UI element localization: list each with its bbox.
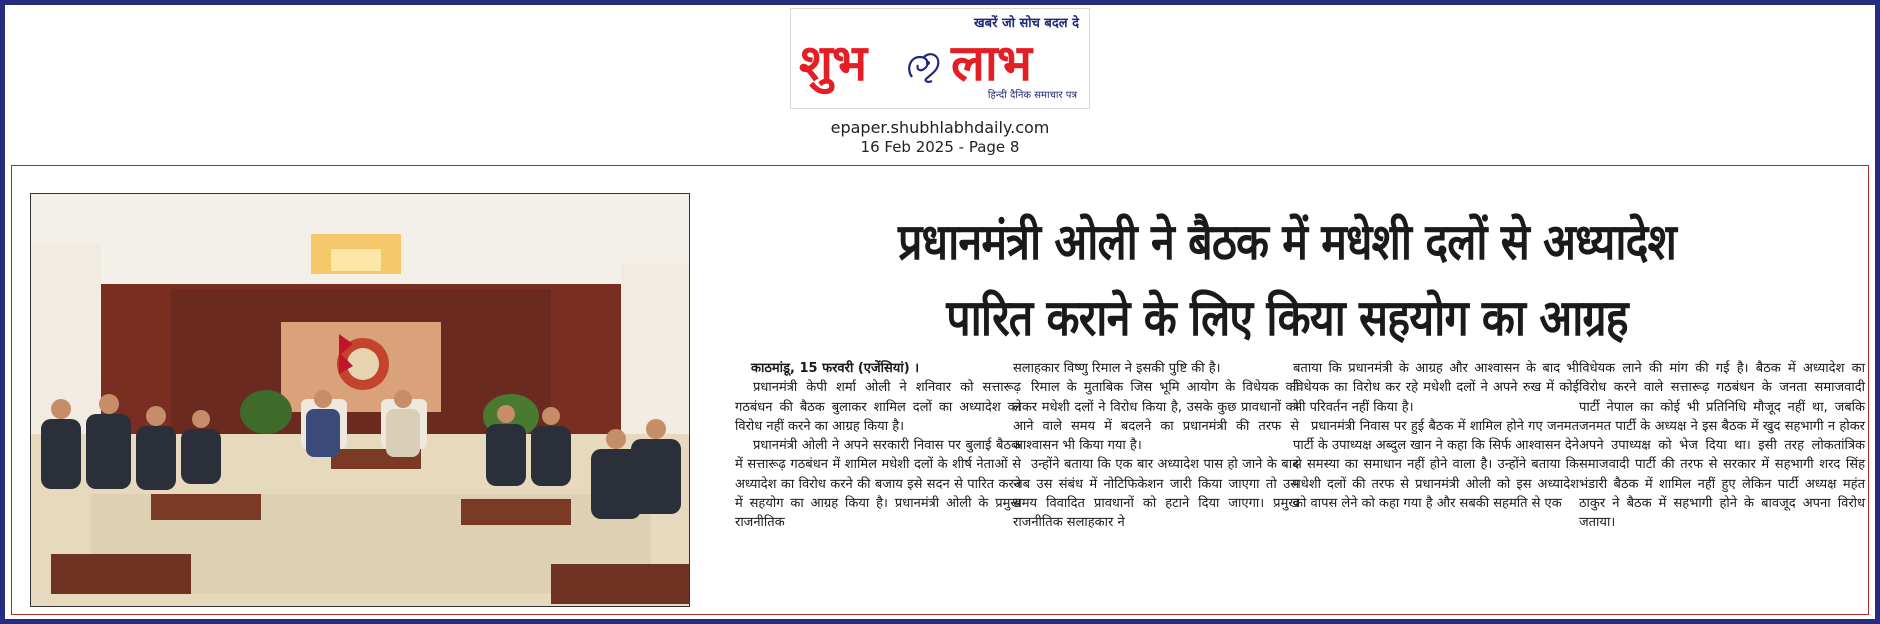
article-column-3 xyxy=(1293,359,1579,513)
logo-name-right: लाभ xyxy=(951,33,1031,92)
article-headline xyxy=(793,204,1782,356)
edition-date-page: 16 Feb 2025 - Page 8 xyxy=(860,138,1020,156)
newspaper-logo xyxy=(790,8,1090,109)
article-column-1 xyxy=(735,359,1021,533)
headline-line-1: प्रधानमंत्री ओली ने बैठक में मधेशी दलों से अध्यादेश xyxy=(898,213,1676,271)
paragraph: विधेयक लाने की मांग की गई है। बैठक में अध्यादेश का विरोध करने वाले सत्तारूढ़ गठबंधन के जनता समाजवादी पार्टी नेपाल का कोई भी प्रतिनिधि मौजूद नहीं था, जबकि जनमत पार्टी के अध्यक्ष ने इस बैठक में खुद सहभागी न होकर अपने उपाध्यक्ष को भेज दिया था। इसी तरह लोकतांत्रिक समाजवादी पार्टी की तरफ से सरकार में सहभागी शरद सिंह भंडारी बैठक में शामिल नहीं हुए लेकिन पार्टी अध्यक्ष महंत ठाकुर ने बैठक में सहभागी होने के बावजूद अपना विरोध जताया। xyxy=(1579,361,1865,531)
paragraph: रिमाल के मुताबिक जिस भूमि आयोग के विधेयक को लेकर मधेशी दलों ने विरोध किया है, उसके कुछ प्रावधानों को आने वाले समय में बदलने का प्रधानमंत्री की तरफ से आश्वासन भी किया गया है। xyxy=(1013,380,1299,454)
paragraph: प्रधानमंत्री केपी शर्मा ओली ने शनिवार को सत्तारूढ़ गठबंधन की बैठक बुलाकर शामिल दलों का अध्यादेश का विरोध नहीं करने का आग्रह किया है। xyxy=(735,380,1021,434)
article-column-2 xyxy=(1013,359,1299,533)
ganesh-icon xyxy=(904,49,944,89)
logo-subtitle: हिन्दी दैनिक समाचार पत्र xyxy=(987,90,1077,101)
paragraph: प्रधानमंत्री निवास पर हुई बैठक में शामिल होने गए जनमत पार्टी के उपाध्यक्ष अब्दुल खान ने कहा कि सिर्फ आश्वासन देने से समस्या का समाधान नहीं होने वाला है। उन्होंने बताया कि मधेशी दलों की तरफ से प्रधानमंत्री ओली को इस अध्यादेश को वापस लेने को कहा गया है और सबकी सहमति से एक xyxy=(1293,418,1579,512)
headline-line-2: पारित कराने के लिए किया सहयोग का आग्रह xyxy=(946,289,1628,347)
paragraph: प्रधानमंत्री ओली ने अपने सरकारी निवास पर बुलाई बैठक में सत्तारूढ़ गठबंधन में शामिल मधेशी दलों के शीर्ष नेताओं से अध्यादेश का विरोध करने की बजाय इसे सदन से पारित करने में सहयोग का आग्रह किया है। प्रधानमंत्री ओली के प्रमुख राजनीतिक xyxy=(735,438,1021,531)
paragraph: बताया कि प्रधानमंत्री के आग्रह और आश्वासन के बाद भी विधेयक का विरोध कर रहे मधेशी दलों ने अपने रुख में कोई भी परिवर्तन नहीं किया है। xyxy=(1293,361,1579,415)
article-column-4 xyxy=(1579,359,1865,533)
logo-tagline: खबरें जो सोच बदल दे xyxy=(974,16,1079,31)
epaper-url: epaper.shubhlabhdaily.com xyxy=(830,118,1050,137)
paragraph: उन्होंने बताया कि एक बार अध्यादेश पास हो जाने के बाद जब उस संबंध में नोटिफिकेशन जारी किया जाएगा तो उस समय विवादित प्रावधानों को हटाने दिया जाएगा। प्रमुख राजनीतिक सलाहकार ने xyxy=(1013,457,1299,531)
meeting-photo xyxy=(30,193,690,607)
dateline: काठमांडू, 15 फरवरी (एजेंसियां) । xyxy=(751,361,920,376)
news-article xyxy=(11,165,1869,615)
logo-name-left: शुभ xyxy=(799,33,867,92)
paragraph: सलाहकार विष्णु रिमाल ने इसकी पुष्टि की है। xyxy=(1013,361,1221,376)
